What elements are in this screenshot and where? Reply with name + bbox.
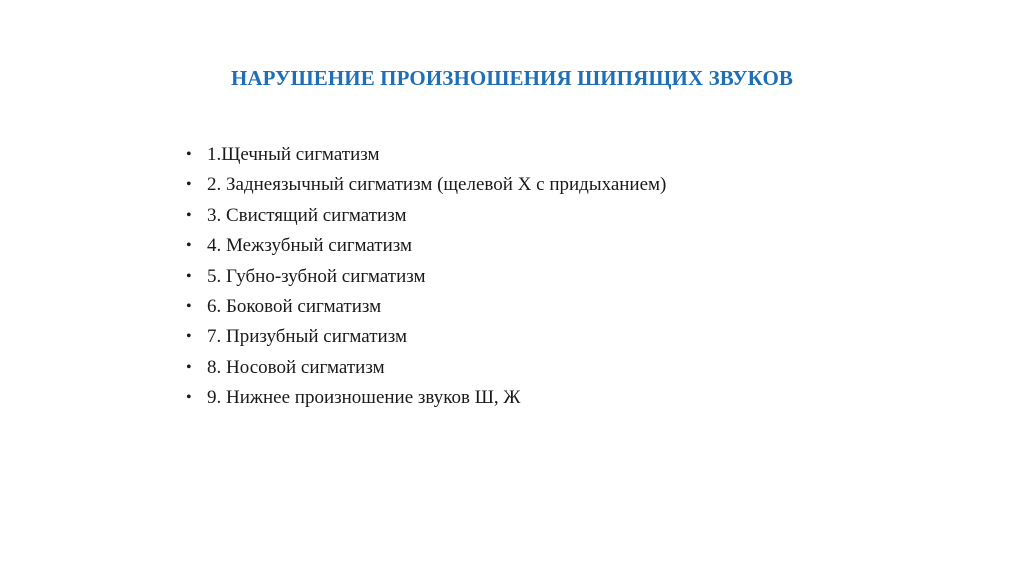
list-item xyxy=(186,231,666,261)
list-item-text: 1.Щечный сигматизм xyxy=(207,144,380,165)
bullet-icon: • xyxy=(186,237,192,255)
bullet-icon: • xyxy=(186,176,192,194)
list-item-text: 5. Губно-зубной сигматизм xyxy=(207,265,426,287)
bullet-icon: • xyxy=(186,206,192,224)
sigmatism-list xyxy=(186,140,666,414)
list-item xyxy=(186,383,666,413)
bullet-icon: • xyxy=(186,358,192,376)
list-item xyxy=(186,170,666,200)
list-item-text: 6. Боковой сигматизм xyxy=(207,295,382,317)
list-item xyxy=(186,353,666,383)
list-item xyxy=(186,201,666,231)
list-item-text: 2. Заднеязычный сигматизм (щелевой Х с придыханием) xyxy=(207,174,667,196)
slide-title: НАРУШЕНИЕ ПРОИЗНОШЕНИЯ ШИПЯЩИХ ЗВУКОВ xyxy=(230,66,794,90)
list-item xyxy=(186,292,666,322)
bullet-icon: • xyxy=(186,267,192,285)
bullet-icon: • xyxy=(186,146,192,163)
bullet-icon: • xyxy=(186,389,192,407)
list-item-text: 4. Межзубный сигматизм xyxy=(207,235,413,257)
list-item xyxy=(186,262,666,292)
list-item-text: 3. Свистящий сигматизм xyxy=(207,204,407,226)
list-item-text: 7. Призубный сигматизм xyxy=(207,326,407,348)
list-item-text: 9. Нижнее произношение звуков Ш, Ж xyxy=(207,387,521,409)
bullet-icon: • xyxy=(186,328,192,346)
list-item xyxy=(186,140,666,170)
list-item xyxy=(186,322,666,352)
list-item-text: 8. Носовой сигматизм xyxy=(207,356,385,378)
bullet-icon: • xyxy=(186,297,192,315)
